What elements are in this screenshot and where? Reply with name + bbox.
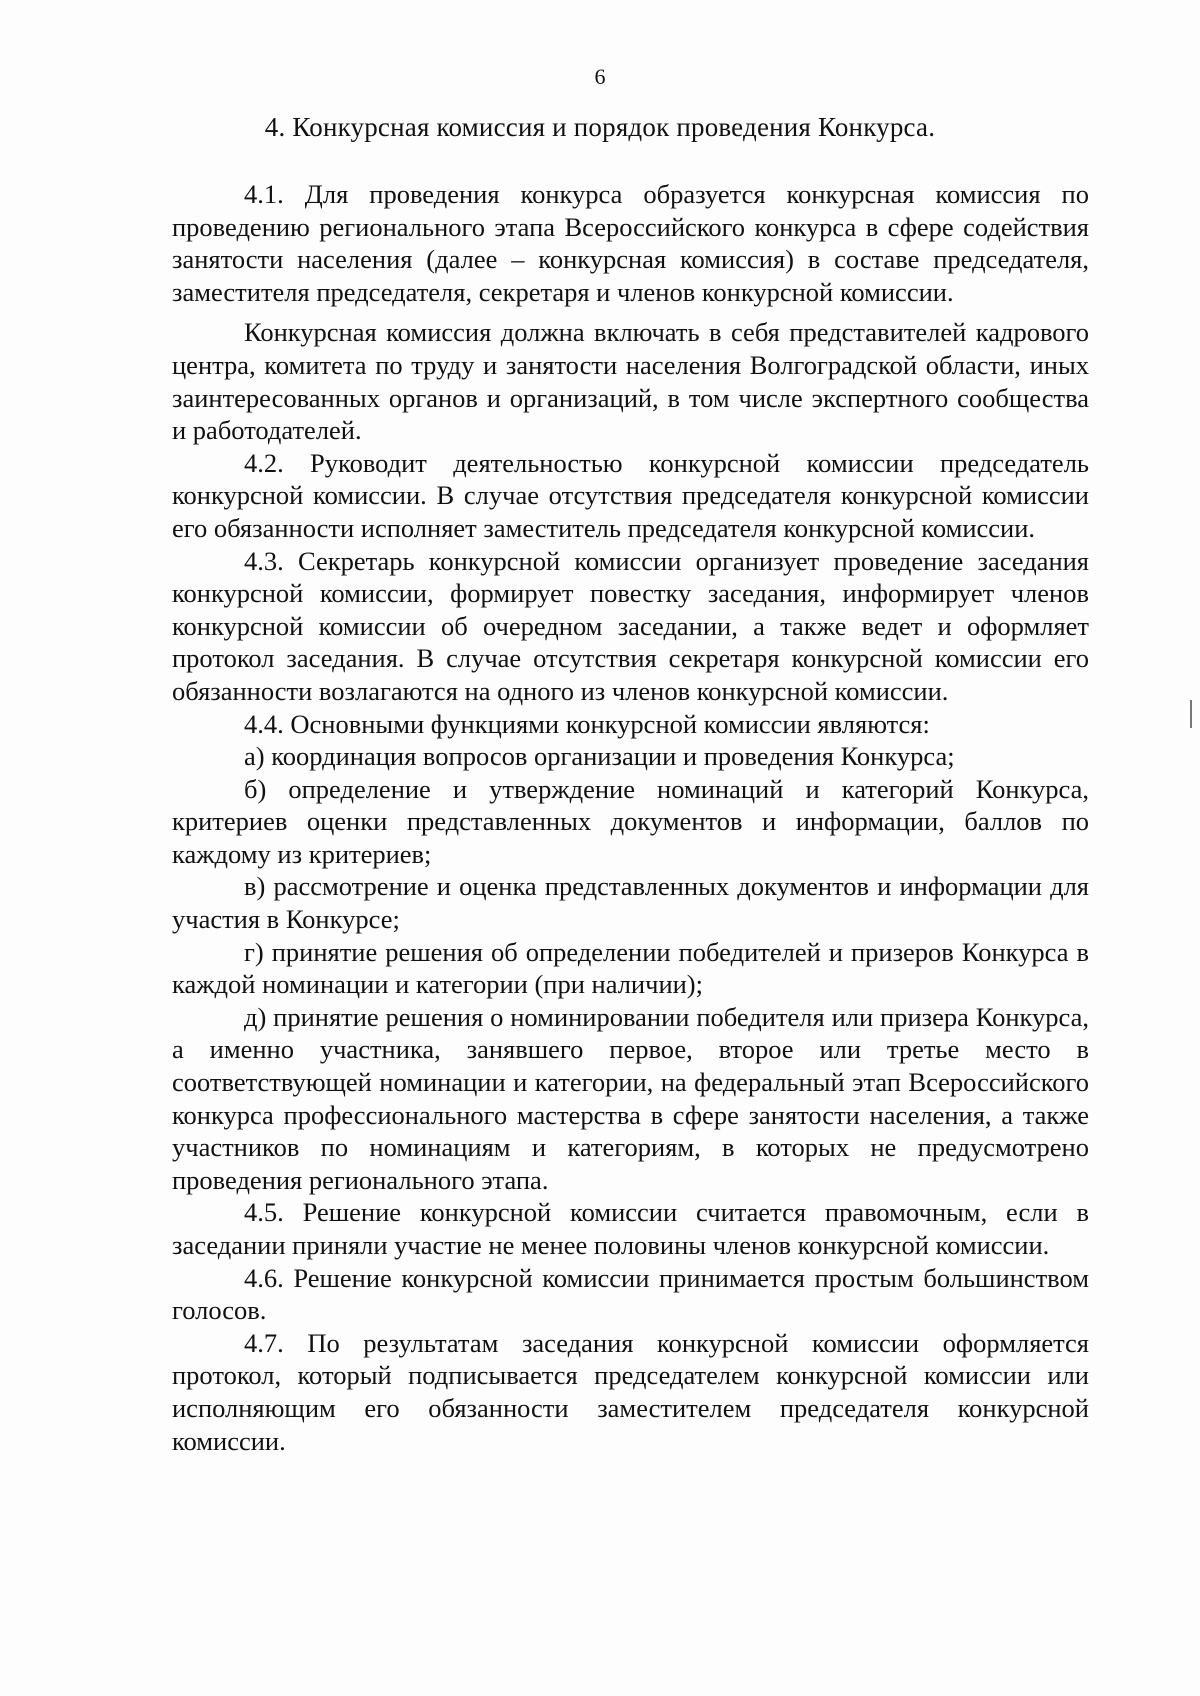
list-item-v: в) рассмотрение и оценка представленных документов и информации для участия в Конкурсе; <box>172 871 1089 935</box>
list-item-b: б) определение и утверждение номинаций и категорий Конкурса, критериев оценки представленных документов и информации, баллов по каждому из критериев; <box>172 773 1089 869</box>
list-item-g: г) принятие решения об определении победителей и призеров Конкурса в каждой номинации и категории (при наличии); <box>172 936 1089 1000</box>
document-body <box>172 178 1089 1457</box>
list-item-a: а) координация вопросов организации и проведения Конкурса; <box>244 741 955 772</box>
paragraph-4-6: 4.6. Решение конкурсной комиссии принимается простым большинством голосов. <box>172 1262 1089 1326</box>
page-number: 6 <box>594 64 606 89</box>
scan-margin-mark <box>1190 700 1192 728</box>
paragraph-4-7: 4.7. По результатам заседания конкурсной комиссии оформляется протокол, который подписывается председателем конкурсной комиссии или исполняющим его обязанности заместителем председателя конкурсной комиссии. <box>172 1327 1089 1456</box>
paragraph-4-2: 4.2. Руководит деятельностью конкурсной комиссии председатель конкурсной комиссии. В случае отсутствия председателя конкурсной комиссии его обязанности исполняет заместитель председателя конкурсной комиссии. <box>172 447 1089 543</box>
paragraph-4-3: 4.3. Секретарь конкурсной комиссии организует проведение заседания конкурсной комиссии, формирует повестку заседания, информирует членов конкурсной комиссии об очередном заседании, а также ведет и оформляет протокол заседания. В случае отсутствия секретаря конкурсной комиссии его обязанности возлагаются на одного из членов конкурсной комиссии. <box>172 545 1089 706</box>
paragraph-4-1: 4.1. Для проведения конкурса образуется конкурсная комиссия по проведению регионального этапа Всероссийского конкурса в сфере содействия занятости населения (далее – конкурсная комиссия) в составе председателя, заместителя председателя, секретаря и членов конкурсной комиссии. <box>172 179 1089 307</box>
section-heading: 4. Конкурсная комиссия и порядок проведения Конкурса. <box>264 112 936 142</box>
paragraph-4-5: 4.5. Решение конкурсной комиссии считается правомочным, если в заседании приняли участие не менее половины членов конкурсной комиссии. <box>172 1197 1089 1260</box>
paragraph-4-4: 4.4. Основными функциями конкурсной комиссии являются: <box>244 708 930 739</box>
paragraph-commission-composition: Конкурсная комиссия должна включать в себя представителей кадрового центра, комитета по труду и занятости населения Волгоградской области, иных заинтересованных органов и организаций, в том числе экспертного сообщества и работодателей. <box>172 317 1089 446</box>
list-item-d: д) принятие решения о номинировании победителя или призера Конкурса, а именно участника, занявшего первое, второе или третье место в соответствующей номинации и категории, на федеральный этап Всероссийского конкурса профессионального мастерства в сфере занятости населения, а также участников по номинациям и категориям, в которых не предусмотрено проведения регионального этапа. <box>172 1001 1089 1195</box>
